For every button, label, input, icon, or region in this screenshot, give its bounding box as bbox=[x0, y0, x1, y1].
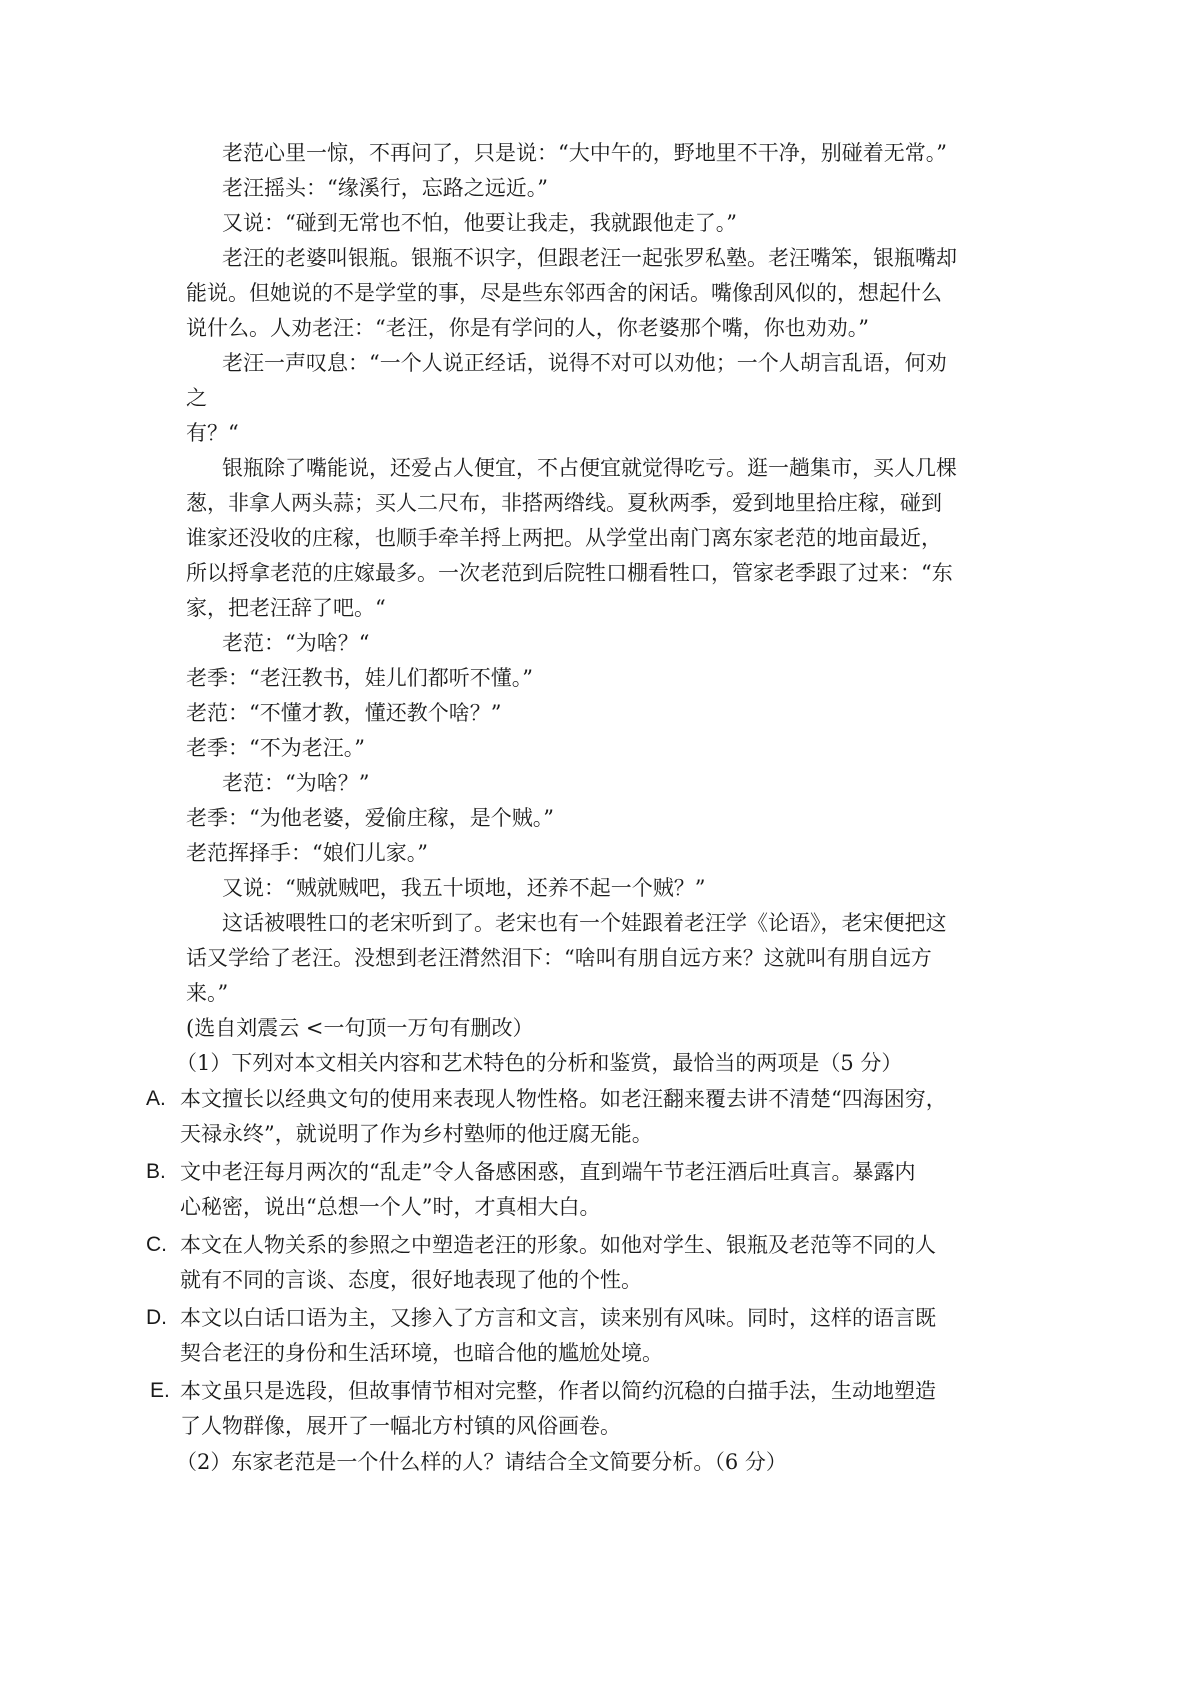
option-e-line: 了人物群像，展开了一幅北方村镇的风俗画卷。 bbox=[180, 1414, 621, 1438]
option-e-line: 本文虽只是选段，但故事情节相对完整，作者以简约沉稳的白描手法，生动地塑造 bbox=[180, 1379, 936, 1403]
option-b-line: 心秘密，说出“总想一个人”时，才真相大白。 bbox=[180, 1195, 601, 1219]
option-a-letter: A. bbox=[146, 1087, 166, 1110]
option-a-line: 天禄永终”，就说明了作为乡村塾师的他迂腐无能。 bbox=[180, 1122, 653, 1146]
option-d-line: 契合老汪的身份和生活环境，也暗合他的尴尬处境。 bbox=[180, 1341, 663, 1365]
story-line: 老范：“为啥？“ bbox=[222, 631, 370, 655]
story-line: 有？“ bbox=[186, 421, 239, 445]
story-line: 又说：“贼就贼吧，我五十顷地，还养不起一个贼？” bbox=[222, 876, 706, 900]
story-line: 老季：“为他老婆，爱偷庄稼，是个贼。” bbox=[186, 806, 554, 830]
option-b-letter: B. bbox=[146, 1160, 166, 1183]
option-a-line: 本文擅长以经典文句的使用来表现人物性格。如老汪翻来覆去讲不清楚“四海困穷， bbox=[180, 1087, 947, 1111]
option-e-letter: E. bbox=[150, 1379, 170, 1402]
story-line: 能说。但她说的不是学堂的事，尽是些东邻西舍的闲话。嘴像刮风似的，想起什么 bbox=[186, 281, 942, 305]
question-1-prompt: （1）下列对本文相关内容和艺术特色的分析和鉴赏，最恰当的两项是（5 分） bbox=[176, 1051, 903, 1075]
story-line: 又说：“碰到无常也不怕，他要让我走，我就跟他走了。” bbox=[222, 211, 737, 235]
option-c-letter: C. bbox=[146, 1233, 167, 1256]
story-line: 老范：“不懂才教，懂还教个啥？” bbox=[186, 701, 502, 725]
option-c-line: 就有不同的言谈、态度，很好地表现了他的个性。 bbox=[180, 1268, 642, 1292]
story-line: 之 bbox=[186, 386, 207, 410]
option-d-letter: D. bbox=[146, 1306, 167, 1329]
story-line: 老汪一声叹息：“一个人说正经话，说得不对可以劝他；一个人胡言乱语，何劝 bbox=[222, 351, 947, 375]
story-line: 所以捋拿老范的庄嫁最多。一次老范到后院牲口棚看牲口，管家老季跟了过来：“东 bbox=[186, 561, 953, 585]
story-line: 老季：“老汪教书，娃儿们都听不懂。” bbox=[186, 666, 533, 690]
story-line: 老范：“为啥？” bbox=[222, 771, 370, 795]
story-line: 话又学给了老汪。没想到老汪潸然泪下：“啥叫有朋自远方来？这就叫有朋自远方 bbox=[186, 946, 932, 970]
option-d-line: 本文以白话口语为主，又掺入了方言和文言，读来别有风味。同时，这样的语言既 bbox=[180, 1306, 936, 1330]
story-line: 老汪的老婆叫银瓶。银瓶不识字，但跟老汪一起张罗私塾。老汪嘴笨，银瓶嘴却 bbox=[222, 246, 957, 270]
option-c-line: 本文在人物关系的参照之中塑造老汪的形象。如他对学生、银瓶及老范等不同的人 bbox=[180, 1233, 936, 1257]
story-line: 老季：“不为老汪。” bbox=[186, 736, 365, 760]
story-line: 老范挥择手：“娘们儿家。” bbox=[186, 841, 428, 865]
story-line: 说什么。人劝老汪：“老汪，你是有学问的人，你老婆那个嘴，你也劝劝。” bbox=[186, 316, 869, 340]
question-2-prompt: （2）东家老范是一个什么样的人？请结合全文简要分析。（6 分） bbox=[176, 1450, 787, 1474]
story-line: 老范心里一惊，不再问了，只是说：“大中午的，野地里不干净，别碰着无常。” bbox=[222, 141, 947, 165]
story-line: 谁家还没收的庄稼，也顺手牵羊捋上两把。从学堂出南门离东家老范的地亩最近， bbox=[186, 526, 942, 550]
source-note: (选自刘震云 <一句顶一万句有删改） bbox=[186, 1016, 534, 1040]
story-line: 这话被喂牲口的老宋听到了。老宋也有一个娃跟着老汪学《论语》，老宋便把这 bbox=[222, 911, 947, 935]
story-line: 老汪摇头：“缘溪行，忘路之远近。” bbox=[222, 176, 548, 200]
story-line: 银瓶除了嘴能说，还爱占人便宜，不占便宜就觉得吃亏。逛一趟集市，买人几棵 bbox=[222, 456, 957, 480]
option-b-line: 文中老汪每月两次的“乱走”令人备感困惑，直到端午节老汪酒后吐真言。暴露内 bbox=[180, 1160, 916, 1184]
story-line: 家，把老汪辞了吧。“ bbox=[186, 596, 386, 620]
story-line: 葱，非拿人两头蒜；买人二尺布，非搭两绺线。夏秋两季，爱到地里拾庄稼，碰到 bbox=[186, 491, 942, 515]
story-line: 来。” bbox=[186, 981, 229, 1005]
